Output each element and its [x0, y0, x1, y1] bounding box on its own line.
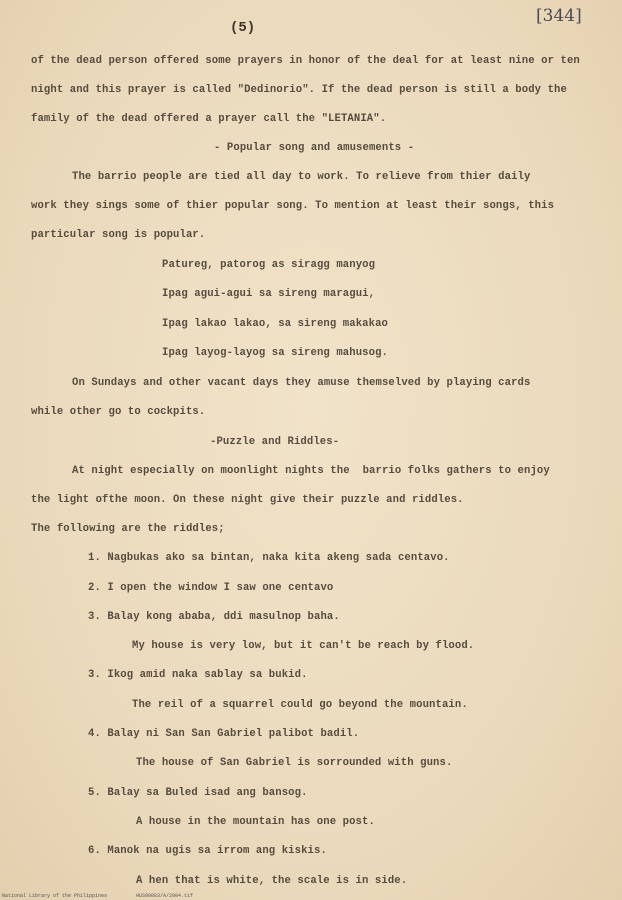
riddle-line: 3. Ikog amid naka sablay sa bukid. — [88, 669, 308, 681]
song-line: Ipag agui-agui sa sireng maragui, — [162, 288, 376, 300]
footer-institution: National Library of the Philippines — [2, 893, 108, 899]
riddle-line: 6. Manok na ugis sa irrom ang kiskis. — [88, 845, 327, 857]
text-line: night and this prayer is called "Dedinorio". If the dead person is still a body the — [31, 84, 567, 96]
riddle-line: 2. I open the window I saw one centavo — [88, 582, 334, 594]
text-line: At night especially on moonlight nights the barrio folks gathers to enjoy — [72, 465, 550, 477]
riddle-line: 3. Balay kong ababa, ddi masulnop baha. — [88, 611, 340, 623]
text-line: while other go to cockpits. — [31, 406, 206, 418]
text-line: The following are the riddles; — [31, 523, 225, 535]
text-line: work they sings some of thier popular song. To mention at least their songs, this — [31, 200, 555, 212]
song-line: Patureg, patorog as siragg manyog — [162, 259, 376, 271]
riddle-line: 5. Balay sa Buled isad ang bansog. — [88, 787, 308, 799]
text-line: the light ofthe moon. On these night give their puzzle and riddles. — [31, 494, 464, 506]
riddle-translation: A hen that is white, the scale is in side. — [136, 875, 408, 887]
page-number: (5) — [230, 20, 256, 36]
riddle-line: 4. Balay ni San San Gabriel palibot badil. — [88, 728, 360, 740]
song-line: Ipag lakao lakao, sa sireng makakao — [162, 318, 389, 330]
riddle-line: 1. Nagbukas ako sa bintan, naka kita akeng sada centavo. — [88, 552, 450, 564]
section-heading: -Puzzle and Riddles- — [210, 436, 340, 448]
text-line: On Sundays and other vacant days they amuse themselved by playing cards — [72, 377, 531, 389]
archive-stamp: [344] — [536, 6, 582, 26]
text-line: The barrio people are tied all day to work. To relieve from thier daily — [72, 171, 531, 183]
riddle-translation: The reil of a squarrel could go beyond the mountain. — [132, 699, 468, 711]
text-line: family of the dead offered a prayer call the "LETANIA". — [31, 113, 387, 125]
text-line: of the dead person offered some prayers in honor of the deal for at least nine or ten — [31, 55, 580, 67]
section-heading: - Popular song and amusements - — [214, 142, 415, 154]
text-line: particular song is popular. — [31, 229, 206, 241]
riddle-translation: A house in the mountain has one post. — [136, 816, 375, 828]
footer-file-ref: HUS00083/A/2004.tif — [136, 893, 194, 899]
riddle-translation: My house is very low, but it can't be reach by flood. — [132, 640, 475, 652]
song-line: Ipag layog-layog sa sireng mahusog. — [162, 347, 389, 359]
riddle-translation: The house of San Gabriel is sorrounded with guns. — [136, 757, 453, 769]
